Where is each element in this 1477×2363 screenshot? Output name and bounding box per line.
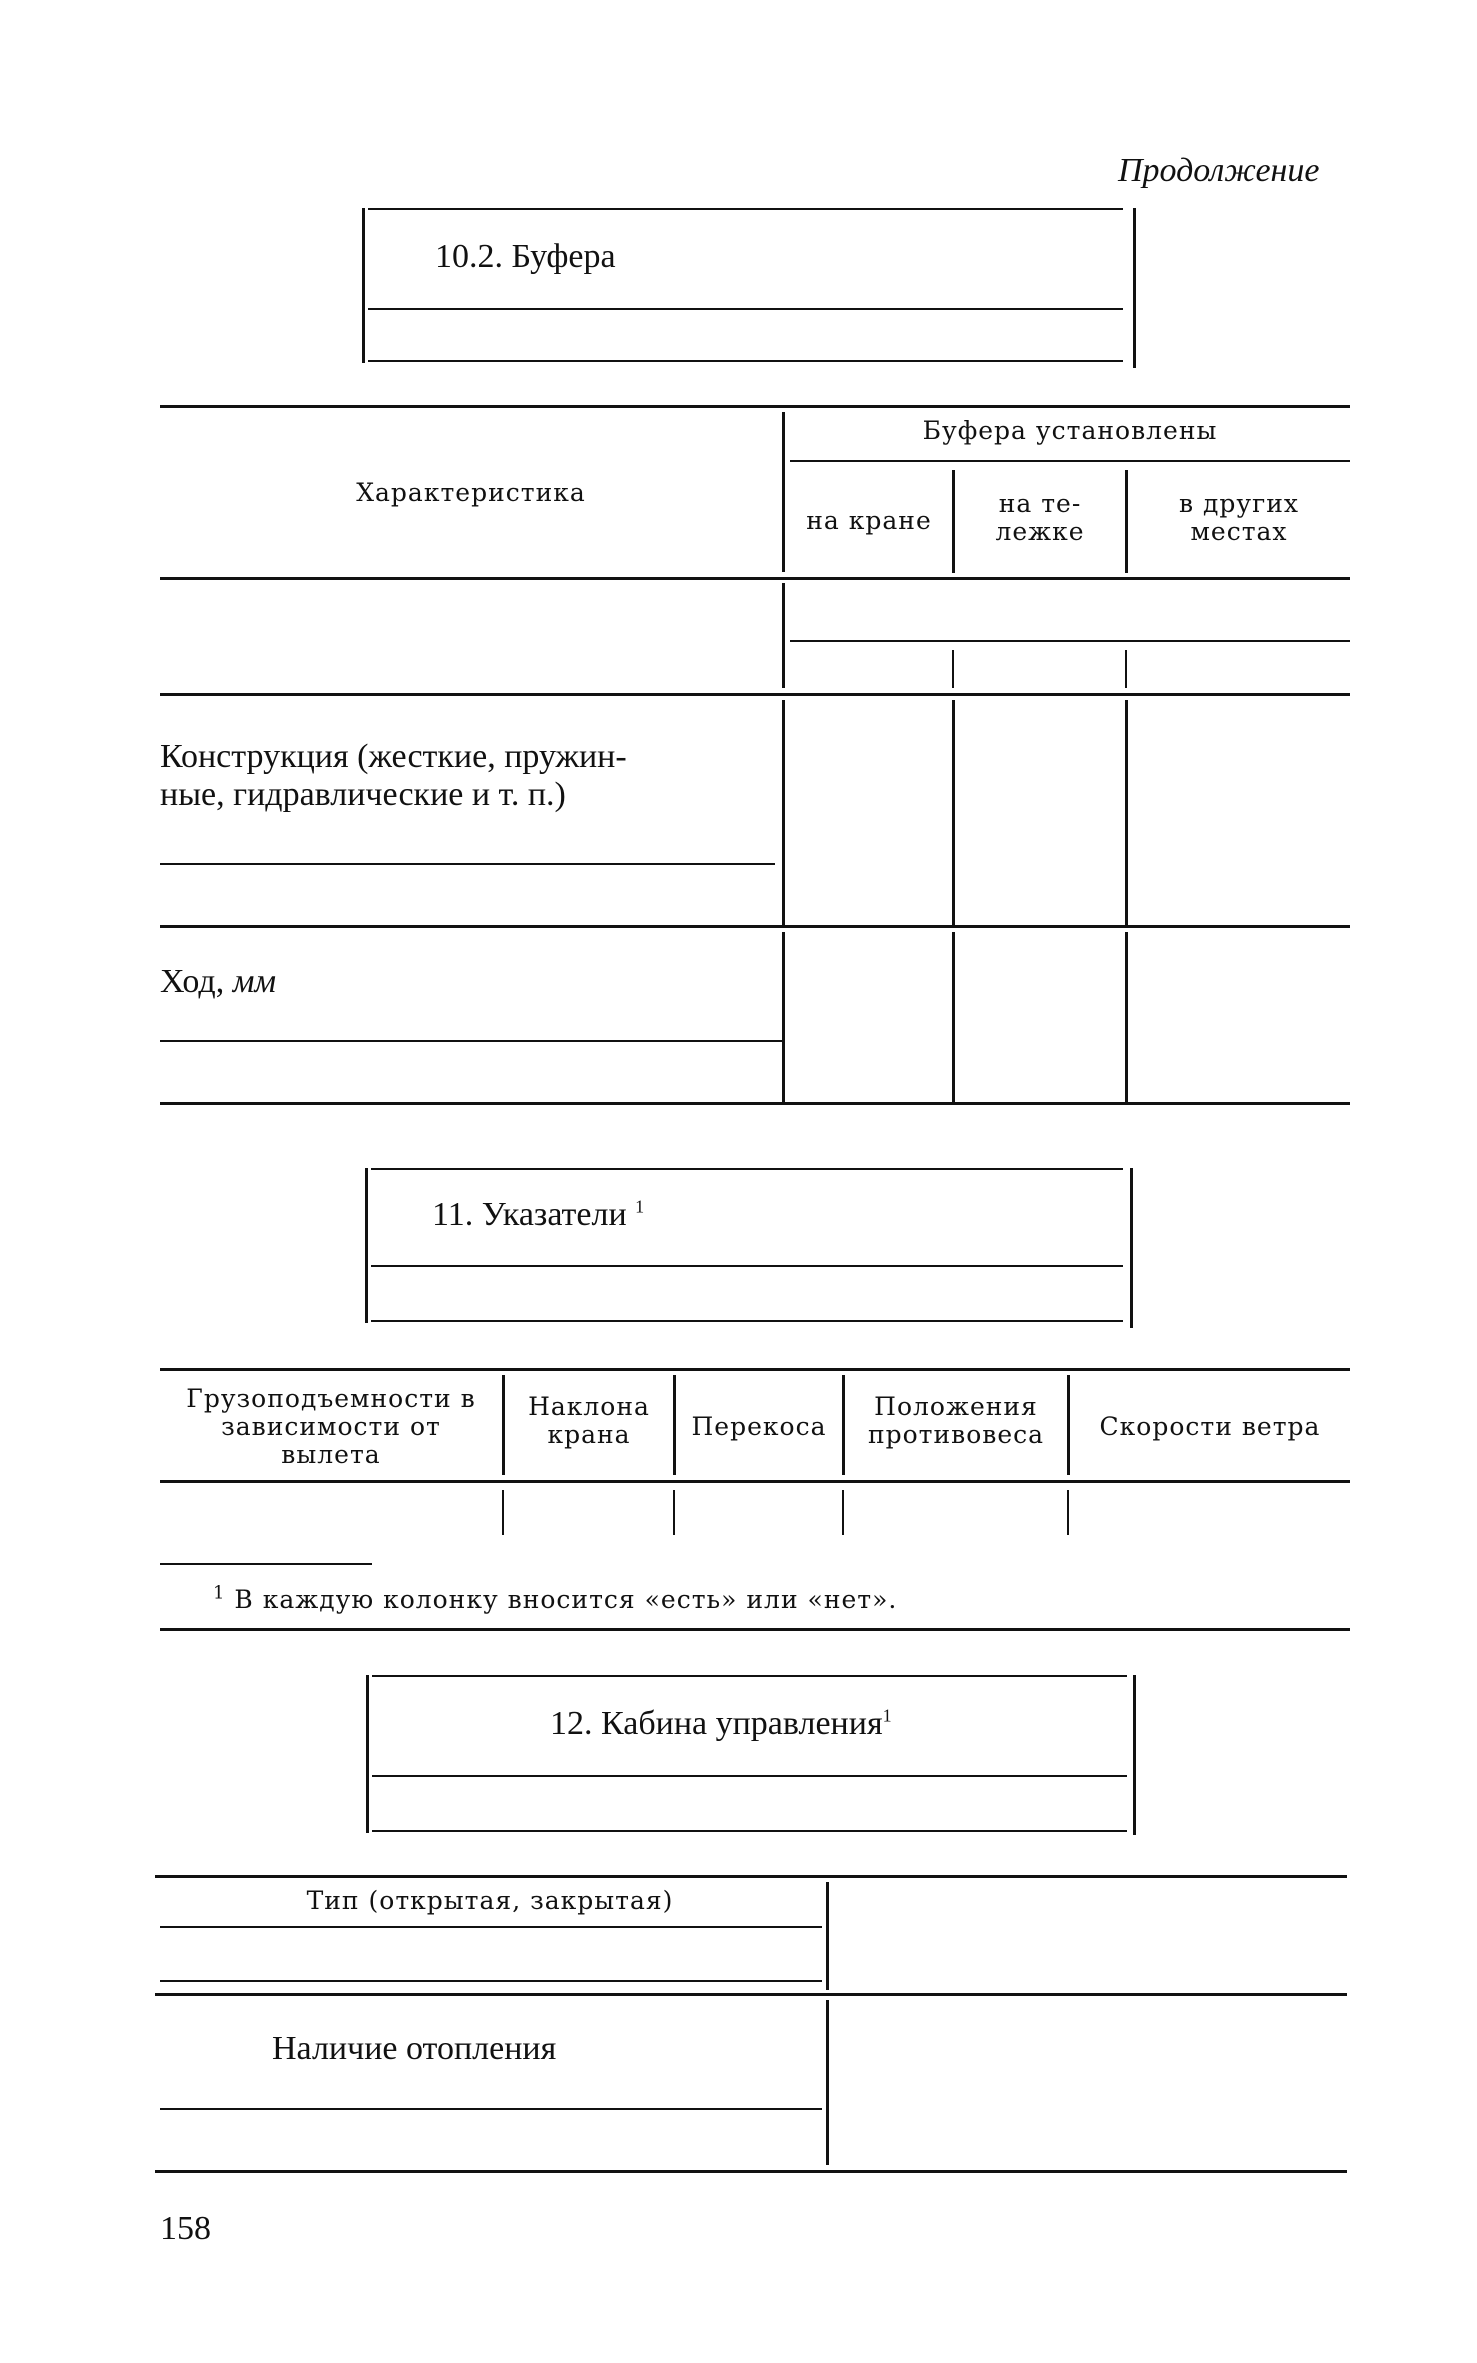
- section-title-buffers: 10.2. Буфера: [435, 238, 616, 275]
- indicator-col-tilt: Наклона крана: [528, 1392, 650, 1449]
- section-title-indicators-text: 11. Указатели: [432, 1196, 627, 1233]
- row-stroke-label: Ход,: [160, 963, 233, 1000]
- footnote-indicators-text: В каждую колонку вносится «есть» или «нет».: [234, 1585, 898, 1614]
- row-construction: Конструкция (жесткие, пружин- ные, гидравлические и т. п.): [160, 738, 627, 813]
- row-stroke-unit: мм: [232, 963, 277, 1000]
- col-header-on-crane: на кране: [806, 506, 932, 535]
- footnote-indicators: [213, 1582, 898, 1614]
- row-cabin-type: Тип (открытая, закрытая): [306, 1886, 674, 1915]
- row-stroke: [160, 963, 276, 1001]
- indicator-col-wind-speed: Скорости ветра: [1099, 1412, 1321, 1441]
- footnote-indicators-mark: 1: [213, 1582, 226, 1604]
- section-title-cabin-text: 12. Кабина управления: [550, 1705, 883, 1742]
- indicator-col-counterweight: Положения противовеса: [867, 1392, 1045, 1449]
- footnote-mark-cabin: 1: [882, 1705, 892, 1726]
- section-title-indicators: [432, 1196, 644, 1234]
- col-header-other-places: в других местах: [1179, 489, 1299, 546]
- col-header-characteristic: Характеристика: [356, 478, 586, 507]
- indicator-col-skew: Перекоса: [691, 1412, 827, 1441]
- page-number: 158: [160, 2210, 211, 2247]
- footnote-mark-indicators: 1: [635, 1196, 645, 1217]
- section-title-cabin: [550, 1705, 892, 1743]
- continuation-label: Продолжение: [1118, 152, 1320, 189]
- row-heating: Наличие отопления: [272, 2030, 557, 2067]
- col-header-on-trolley: на те- лежке: [995, 489, 1085, 546]
- indicator-col-capacity: Грузоподъемности в зависимости от вылета: [186, 1384, 476, 1469]
- col-header-buffers-installed: Буфера установлены: [922, 416, 1218, 445]
